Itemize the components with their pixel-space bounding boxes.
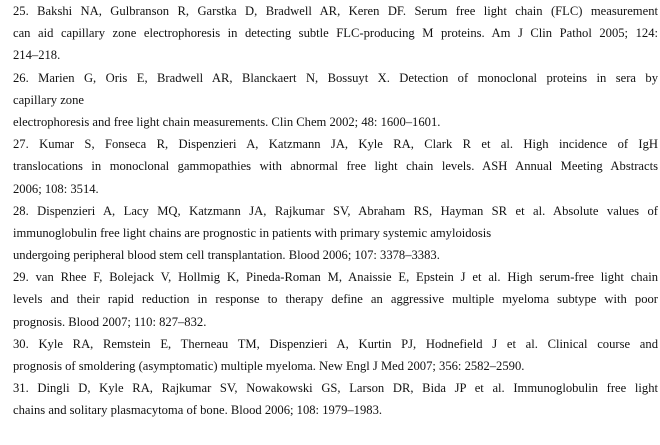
reference-entry-30 — [13, 333, 658, 377]
reference-line: immunoglobulin free light chains are prognostic in patients with primary systemic amyloidosis — [13, 225, 492, 240]
reference-list — [13, 0, 658, 422]
reference-entry-28 — [13, 200, 658, 267]
reference-line: prognosis. Blood 2007; 110: 827–832. — [13, 314, 207, 329]
reference-line: chains and solitary plasmacytoma of bone. Blood 2006; 108: 1979–1983. — [13, 403, 383, 418]
reference-line: 214–218. — [13, 48, 61, 63]
reference-line: 29. van Rhee F, Bolejack V, Hollmig K, Pineda-Roman M, Anaissie E, Epstein J et al. High serum-free light chain — [13, 270, 658, 285]
reference-line: 30. Kyle RA, Remstein E, Therneau TM, Dispenzieri A, Kurtin PJ, Hodnefield J et al. Clinical course and — [13, 336, 658, 351]
reference-entry-26 — [13, 67, 658, 134]
reference-entry-29 — [13, 266, 658, 333]
reference-line: can aid capillary zone electrophoresis in detecting subtle FLC-producing M proteins. Am J Clin Pathol 2005; 124: — [13, 26, 658, 41]
reference-line: 2006; 108: 3514. — [13, 181, 99, 196]
reference-line: levels and their rapid reduction in response to therapy define an aggressive multiple myeloma subtype with poor — [13, 292, 658, 307]
reference-line: 31. Dingli D, Kyle RA, Rajkumar SV, Nowakowski GS, Larson DR, Bida JP et al. Immunoglobulin free light — [13, 381, 658, 396]
reference-entry-31 — [13, 377, 658, 421]
reference-line: 25. Bakshi NA, Gulbranson R, Garstka D, Bradwell AR, Keren DF. Serum free light chain (FLC) measurement — [13, 4, 658, 18]
reference-line: prognosis of smoldering (asymptomatic) multiple myeloma. New Engl J Med 2007; 356: 2582–2590. — [13, 359, 525, 373]
reference-entry-27 — [13, 133, 658, 200]
reference-line: electrophoresis and free light chain measurements. Clin Chem 2002; 48: 1600–1601. — [13, 114, 441, 129]
reference-line: 27. Kumar S, Fonseca R, Dispenzieri A, Katzmann JA, Kyle RA, Clark R et al. High incidence of IgH — [13, 137, 658, 152]
reference-entry-25 — [13, 0, 658, 67]
reference-line: undergoing peripheral blood stem cell transplantation. Blood 2006; 107: 3378–3383. — [13, 248, 440, 263]
reference-line: 26. Marien G, Oris E, Bradwell AR, Blanckaert N, Bossuyt X. Detection of monoclonal proteins in sera by — [13, 70, 658, 85]
reference-line: translocations in monoclonal gammopathies with abnormal free light chain levels. ASH Annual Meeting Abstracts — [13, 159, 658, 174]
reference-line: 28. Dispenzieri A, Lacy MQ, Katzmann JA, Rajkumar SV, Abraham RS, Hayman SR et al. Absolute values of — [13, 203, 658, 218]
reference-line: capillary zone — [13, 92, 84, 107]
